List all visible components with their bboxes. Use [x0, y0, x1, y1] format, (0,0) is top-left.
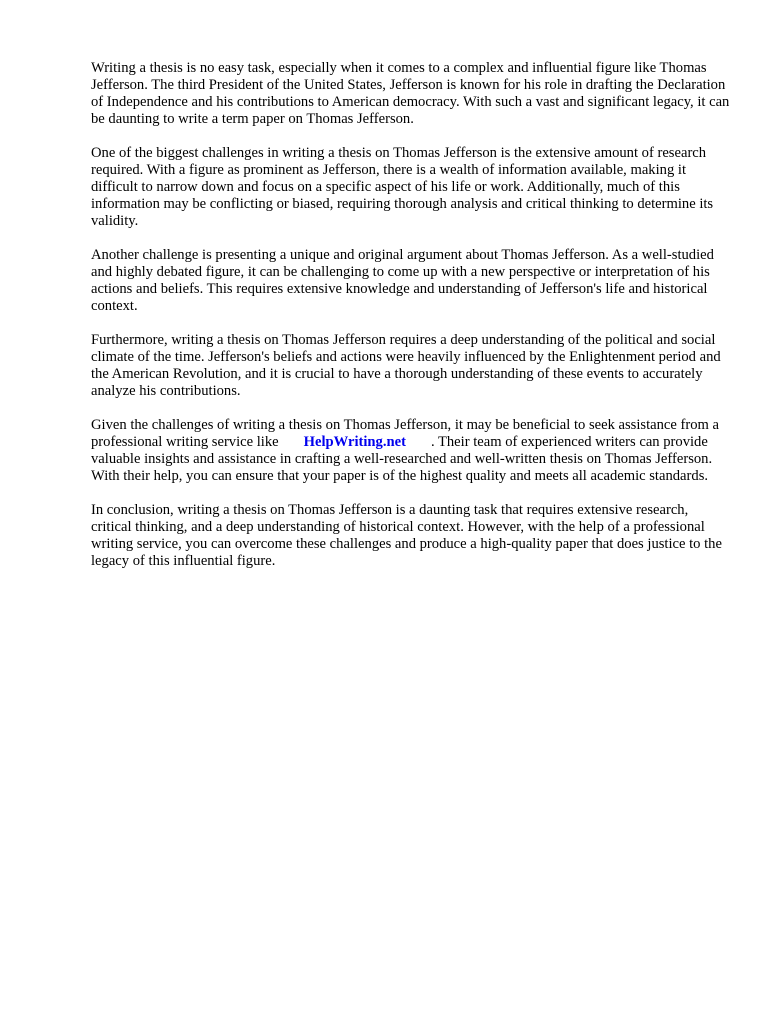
service-text-after: . Their team of experienced writers can provide valuable insights and assistance in crafting a well-researched and well-written thesis on Thomas Jefferson. With their help, you can ensure that your paper is of the highest quality and meets all academic standards. [91, 434, 713, 484]
paragraph-research-challenge: One of the biggest challenges in writing a thesis on Thomas Jefferson is the extensive amount of research required. With a figure as prominent as Jefferson, there is a wealth of information available, making it difficult to narrow down and focus on a specific aspect of his life or work. Additionally, much of this information may be conflicting or biased, requiring thorough analysis and critical thinking to determine its validity. [91, 145, 714, 229]
paragraph-context-challenge: Furthermore, writing a thesis on Thomas Jefferson requires a deep understanding of the political and social climate of the time. Jefferson's beliefs and actions were heavily influenced by the Enlightenment period and the American Revolution, and it is crucial to have a thorough understanding of these events to accurately analyze his contributions. [91, 332, 721, 399]
paragraph-intro: Writing a thesis is no easy task, especially when it comes to a complex and influential figure like Thomas Jefferson. The third President of the United States, Jefferson is known for his role in drafting the Declaration of Independence and his contributions to American democracy. With such a vast and significant legacy, it can be daunting to write a term paper on Thomas Jefferson. [91, 60, 730, 127]
paragraph-argument-challenge: Another challenge is presenting a unique and original argument about Thomas Jefferson. As a well-studied and highly debated figure, it can be challenging to come up with a new perspective or interpretation of his actions and beliefs. This requires extensive knowledge and understanding of Jefferson's life and historical context. [91, 247, 714, 314]
paragraph-service [91, 417, 731, 485]
service-text-before: Given the challenges of writing a thesis on Thomas Jefferson, it may be beneficial to seek assistance from a professional writing service like [91, 417, 720, 450]
document-body [91, 60, 731, 587]
paragraph-conclusion: In conclusion, writing a thesis on Thomas Jefferson is a daunting task that requires extensive research, critical thinking, and a deep understanding of historical context. However, with the help of a professional writing service, you can overcome these challenges and produce a high-quality paper that does justice to the legacy of this influential figure. [91, 502, 722, 569]
helpwriting-link[interactable]: HelpWriting.net [303, 434, 406, 450]
